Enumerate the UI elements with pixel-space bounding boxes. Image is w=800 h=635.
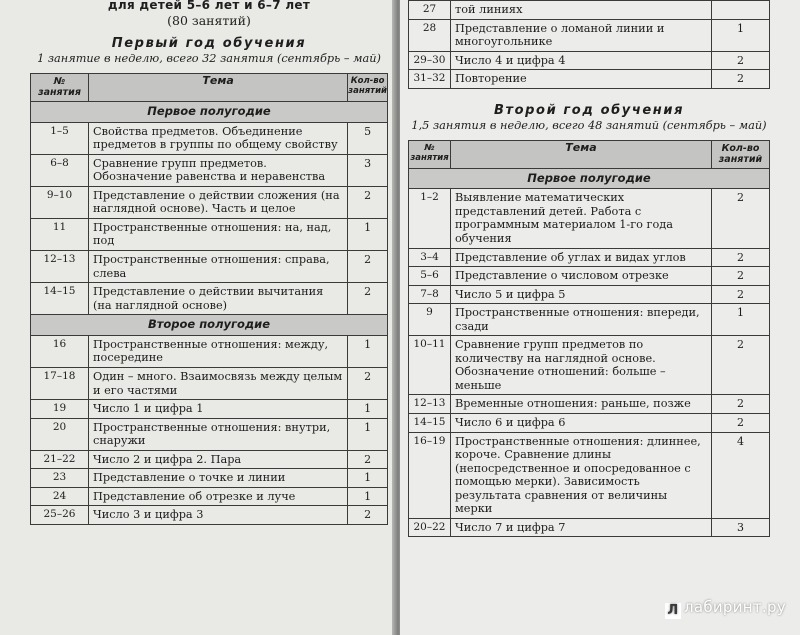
left-table-body <box>31 101 388 524</box>
table-row <box>409 336 770 395</box>
lesson-topic: Число 1 и цифра 1 <box>89 400 348 419</box>
right-top-table-body <box>409 1 770 89</box>
lesson-number: 9 <box>409 304 451 336</box>
lesson-count: 1 <box>712 19 770 51</box>
lesson-count: 2 <box>712 336 770 395</box>
table-row <box>31 506 388 525</box>
lesson-number: 25–26 <box>31 506 89 525</box>
year-subtitle: 1 занятие в неделю, всего 32 занятия (сентябрь – май) <box>37 52 381 65</box>
table-row <box>409 518 770 537</box>
labirint-logo-icon: Л <box>665 603 681 619</box>
lesson-number: 5–6 <box>409 267 451 286</box>
lesson-topic: Свойства предметов. Объединение предметов в группы по общему свойству <box>89 122 348 154</box>
lesson-number: 6–8 <box>31 154 89 186</box>
lesson-count: 3 <box>712 518 770 537</box>
lesson-topic: Пространственные отношения: на, над, под <box>89 218 348 250</box>
lesson-count: 2 <box>712 70 770 89</box>
table-row <box>31 400 388 419</box>
lesson-number: 10–11 <box>409 336 451 395</box>
table-row <box>31 250 388 282</box>
lesson-topic: Сравнение групп предметов. Обозначение равенства и неравенства <box>89 154 348 186</box>
table-row <box>31 487 388 506</box>
lesson-topic: Представление о числовом отрезке <box>451 267 712 286</box>
table-row <box>409 19 770 51</box>
lesson-count: 2 <box>712 285 770 304</box>
lesson-topic: Число 4 и цифра 4 <box>451 51 712 70</box>
lesson-number: 20–22 <box>409 518 451 537</box>
lesson-topic: Представление о действии сложения (на наглядной основе). Часть и целое <box>89 186 348 218</box>
lesson-number: 20 <box>31 418 89 450</box>
table-row <box>31 469 388 488</box>
lesson-table-year2 <box>408 140 770 538</box>
lesson-number: 24 <box>31 487 89 506</box>
table-row <box>31 450 388 469</box>
lesson-number: 17–18 <box>31 368 89 400</box>
header-count: Кол-во занятий <box>348 74 388 102</box>
half-year-row <box>31 315 388 336</box>
lesson-count <box>712 1 770 20</box>
lesson-table-year1 <box>30 73 388 525</box>
lesson-count: 1 <box>348 469 388 488</box>
lesson-number: 3–4 <box>409 248 451 267</box>
year-subtitle-2: 1,5 занятия в неделю, всего 48 занятий (сентябрь – май) <box>411 118 767 132</box>
header-topic: Тема <box>89 74 348 102</box>
table-row <box>31 122 388 154</box>
year-title: Первый год обучения <box>111 36 307 51</box>
lesson-number: 21–22 <box>31 450 89 469</box>
lesson-count: 1 <box>712 304 770 336</box>
lesson-count: 2 <box>348 186 388 218</box>
lesson-number: 28 <box>409 19 451 51</box>
lesson-number: 31–32 <box>409 70 451 89</box>
lesson-count: 2 <box>712 189 770 248</box>
lesson-count: 2 <box>348 368 388 400</box>
lesson-topic: Представление об углах и видах углов <box>451 248 712 267</box>
lesson-topic: Пространственные отношения: между, посередине <box>89 335 348 367</box>
lesson-count: 1 <box>348 400 388 419</box>
table-row <box>409 413 770 432</box>
watermark-logo <box>665 598 786 619</box>
half-year-label: Второе полугодие <box>31 315 388 336</box>
header-number: № занятия <box>31 74 89 102</box>
lesson-topic: Пространственные отношения: справа, слева <box>89 250 348 282</box>
table-row <box>409 51 770 70</box>
table-header <box>31 74 388 102</box>
lesson-number: 14–15 <box>31 283 89 315</box>
lesson-topic: Представление о точке и линии <box>89 469 348 488</box>
lesson-number: 14–15 <box>409 413 451 432</box>
header-count: Кол-во занятий <box>712 140 770 168</box>
lesson-topic: Число 6 и цифра 6 <box>451 413 712 432</box>
lesson-number: 27 <box>409 1 451 20</box>
lesson-count: 2 <box>348 283 388 315</box>
lesson-number: 16–19 <box>409 432 451 518</box>
lesson-count: 2 <box>712 267 770 286</box>
total-count: (80 занятий) <box>167 13 251 28</box>
lesson-topic: Пространственные отношения: впереди, сзади <box>451 304 712 336</box>
lesson-count: 2 <box>712 51 770 70</box>
top-line: для детей 5–6 лет и 6–7 лет <box>107 0 311 12</box>
half-year-row <box>31 101 388 122</box>
header-number: № занятия <box>409 140 451 168</box>
table-row <box>409 248 770 267</box>
table-row <box>409 1 770 20</box>
table-row <box>31 186 388 218</box>
table-row <box>409 267 770 286</box>
lesson-topic: той линиях <box>451 1 712 20</box>
header-topic: Тема <box>451 140 712 168</box>
table-row <box>31 368 388 400</box>
lesson-count: 2 <box>712 395 770 414</box>
table-row <box>409 395 770 414</box>
lesson-topic: Выявление математических представлений детей. Работа с программным материалом 1-го года обучения <box>451 189 712 248</box>
year-title-2: Второй год обучения <box>493 102 685 118</box>
lesson-topic: Повторение <box>451 70 712 89</box>
lesson-number: 12–13 <box>409 395 451 414</box>
half-year-label: Первое полугодие <box>409 168 770 189</box>
lesson-number: 23 <box>31 469 89 488</box>
lesson-count: 2 <box>712 413 770 432</box>
lesson-count: 5 <box>348 122 388 154</box>
lesson-topic: Один – много. Взаимосвязь между целым и его частями <box>89 368 348 400</box>
lesson-number: 11 <box>31 218 89 250</box>
right-page <box>400 0 800 635</box>
lesson-topic: Временные отношения: раньше, позже <box>451 395 712 414</box>
lesson-count: 1 <box>348 487 388 506</box>
lesson-number: 16 <box>31 335 89 367</box>
lesson-number: 29–30 <box>409 51 451 70</box>
lesson-topic: Число 3 и цифра 3 <box>89 506 348 525</box>
table-row <box>31 154 388 186</box>
table-row <box>31 218 388 250</box>
table-row <box>31 418 388 450</box>
table-header <box>409 140 770 168</box>
lesson-topic: Представление о ломаной линии и многоугольнике <box>451 19 712 51</box>
lesson-number: 1–2 <box>409 189 451 248</box>
lesson-count: 1 <box>348 418 388 450</box>
table-row <box>31 283 388 315</box>
lesson-number: 7–8 <box>409 285 451 304</box>
lesson-number: 19 <box>31 400 89 419</box>
table-row <box>409 70 770 89</box>
lesson-number: 1–5 <box>31 122 89 154</box>
lesson-number: 12–13 <box>31 250 89 282</box>
lesson-count: 2 <box>348 450 388 469</box>
lesson-table-year1-continued <box>408 0 770 89</box>
lesson-number: 9–10 <box>31 186 89 218</box>
lesson-count: 1 <box>348 218 388 250</box>
lesson-topic: Пространственные отношения: длиннее, короче. Сравнение длины (непосредственное и опосредованное с помощью мерки). Зависимость результата сравнения от величины мерки <box>451 432 712 518</box>
lesson-count: 2 <box>712 248 770 267</box>
right-table-body <box>409 168 770 537</box>
half-year-label: Первое полугодие <box>31 101 388 122</box>
lesson-topic: Представление об отрезке и луче <box>89 487 348 506</box>
lesson-topic: Число 7 и цифра 7 <box>451 518 712 537</box>
lesson-count: 4 <box>712 432 770 518</box>
half-year-row <box>409 168 770 189</box>
watermark-text: лабиринт.ру <box>683 598 786 616</box>
lesson-count: 2 <box>348 506 388 525</box>
lesson-count: 3 <box>348 154 388 186</box>
table-row <box>409 189 770 248</box>
lesson-topic: Представление о действии вычитания (на наглядной основе) <box>89 283 348 315</box>
table-row <box>409 432 770 518</box>
table-row <box>409 304 770 336</box>
table-row <box>31 335 388 367</box>
lesson-topic: Сравнение групп предметов по количеству на наглядной основе. Обозначение отношений: больше – меньше <box>451 336 712 395</box>
lesson-topic: Число 2 и цифра 2. Пара <box>89 450 348 469</box>
lesson-count: 1 <box>348 335 388 367</box>
table-row <box>409 285 770 304</box>
lesson-topic: Число 5 и цифра 5 <box>451 285 712 304</box>
lesson-count: 2 <box>348 250 388 282</box>
lesson-topic: Пространственные отношения: внутри, снаружи <box>89 418 348 450</box>
left-page <box>0 0 396 635</box>
